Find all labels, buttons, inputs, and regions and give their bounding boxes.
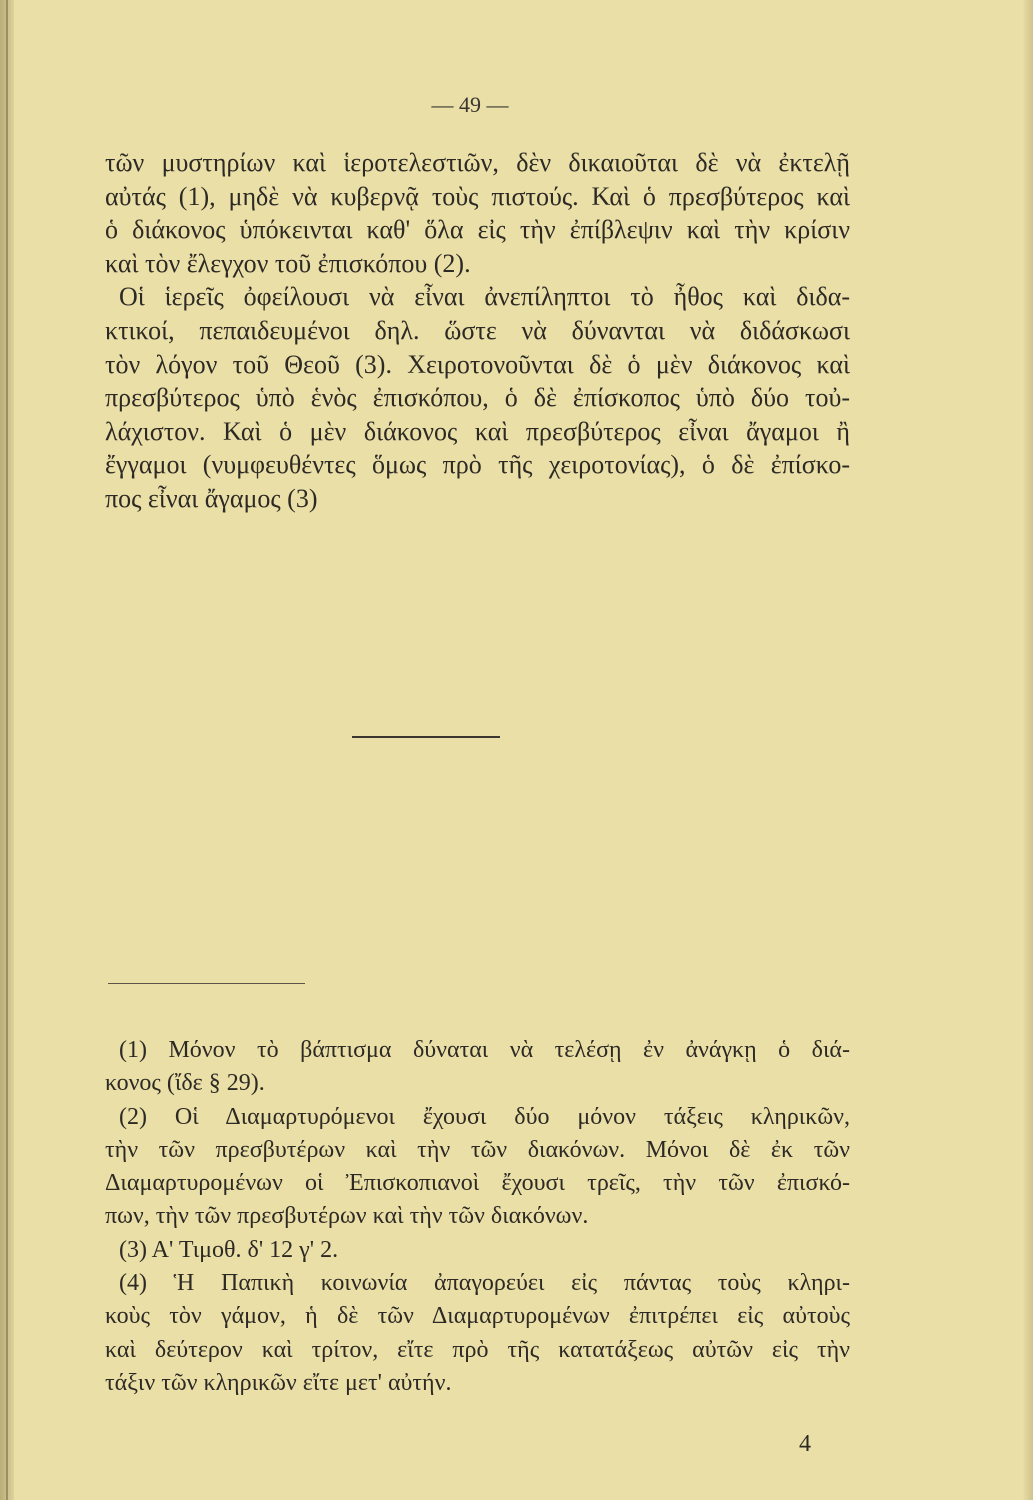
footnote-4-line-4: τάξιν τῶν κληρικῶν εἴτε μετ' αὐτήν.	[105, 1369, 452, 1396]
body-line-5: Οἱ ἱερεῖς ὀφείλουσι νὰ εἶναι ἀνεπίληπτοι τὸ ἦθος καὶ διδα-	[119, 282, 850, 312]
footnotes	[105, 1034, 850, 1400]
body-line-8: πρεσβύτερος ὑπὸ ἑνὸς ἐπισκόπου, ὁ δὲ ἐπίσκοπος ὑπὸ δύο τοὐ-	[105, 383, 850, 413]
section-divider-rule	[352, 736, 500, 738]
body-line-6: κτικοί, πεπαιδευμένοι δηλ. ὥστε νὰ δύνανται νὰ διδάσκωσι	[105, 315, 850, 345]
footnote-2-line-4: πων, τὴν τῶν πρεσβυτέρων καὶ τὴν τῶν διακόνων.	[105, 1203, 589, 1230]
binding-spine-line	[6, 0, 8, 1500]
footnote-1-line-2: κονος (ἴδε § 29).	[105, 1070, 265, 1097]
footnote-3-line-1: (3) Α' Τιμοθ. δ' 12 γ' 2.	[119, 1236, 339, 1263]
body-line-3: ὁ διάκονος ὑπόκεινται καθ' ὅλα εἰς τὴν ἐπίβλεψιν καὶ τὴν κρίσιν	[105, 215, 850, 245]
footnote-4-line-2: κοὺς τὸν γάμον, ἡ δὲ τῶν Διαμαρτυρομένων ἐπιτρέπει εἰς αὐτοὺς	[105, 1303, 850, 1330]
page-right-edge	[1023, 0, 1033, 1500]
body-line-4: καὶ τὸν ἔλεγχον τοῦ ἐπισκόπου (2).	[105, 248, 471, 278]
footnote-2-line-2: τὴν τῶν πρεσβυτέρων καὶ τὴν τῶν διακόνων. Μόνοι δὲ ἐκ τῶν	[105, 1136, 850, 1163]
signature-mark: 4	[799, 1431, 811, 1457]
footnote-2-line-3: Διαμαρτυρομένων οἱ Ἐπισκοπιανοὶ ἔχουσι τρεῖς, τὴν τῶν ἐπισκό-	[105, 1170, 850, 1197]
body-line-10: ἔγγαμοι (νυμφευθέντες ὅμως πρὸ τῆς χειροτονίας), ὁ δὲ ἐπίσκο-	[105, 450, 850, 480]
body-line-2: αὐτάς (1), μηδὲ νὰ κυβερνᾷ τοὺς πιστούς. Καὶ ὁ πρεσβύτερος καὶ	[105, 181, 850, 211]
page-number: — 49 —	[431, 92, 509, 117]
footnote-4-line-1: (4) Ἡ Παπικὴ κοινωνία ἀπαγορεύει εἰς πάντας τοὺς κληρι-	[119, 1270, 850, 1297]
body-line-1: τῶν μυστηρίων καὶ ἱεροτελεστιῶν, δὲν δικαιοῦται δὲ νὰ ἐκτελῇ	[105, 148, 850, 177]
footnote-1-line-1: (1) Μόνον τὸ βάπτισμα δύναται νὰ τελέσῃ ἐν ἀνάγκῃ ὁ διά-	[119, 1037, 850, 1063]
main-text	[105, 146, 850, 516]
footnote-2-line-1: (2) Οἱ Διαμαρτυρόμενοι ἔχουσι δύο μόνον τάξεις κληρικῶν,	[119, 1103, 850, 1130]
body-line-9: λάχιστον. Καὶ ὁ μὲν διάκονος καὶ πρεσβύτερος εἶναι ἄγαμοι ἢ	[105, 416, 850, 446]
body-line-7: τὸν λόγον τοῦ Θεοῦ (3). Χειροτονοῦνται δὲ ὁ μὲν διάκονος καὶ	[105, 349, 850, 379]
footnote-separator-rule	[108, 983, 305, 984]
body-line-11: πος εἶναι ἄγαμος (3)	[105, 483, 318, 513]
footnote-4-line-3: καὶ δεύτερον καὶ τρίτον, εἴτε πρὸ τῆς κατατάξεως αὐτῶν εἰς τὴν	[105, 1336, 850, 1363]
